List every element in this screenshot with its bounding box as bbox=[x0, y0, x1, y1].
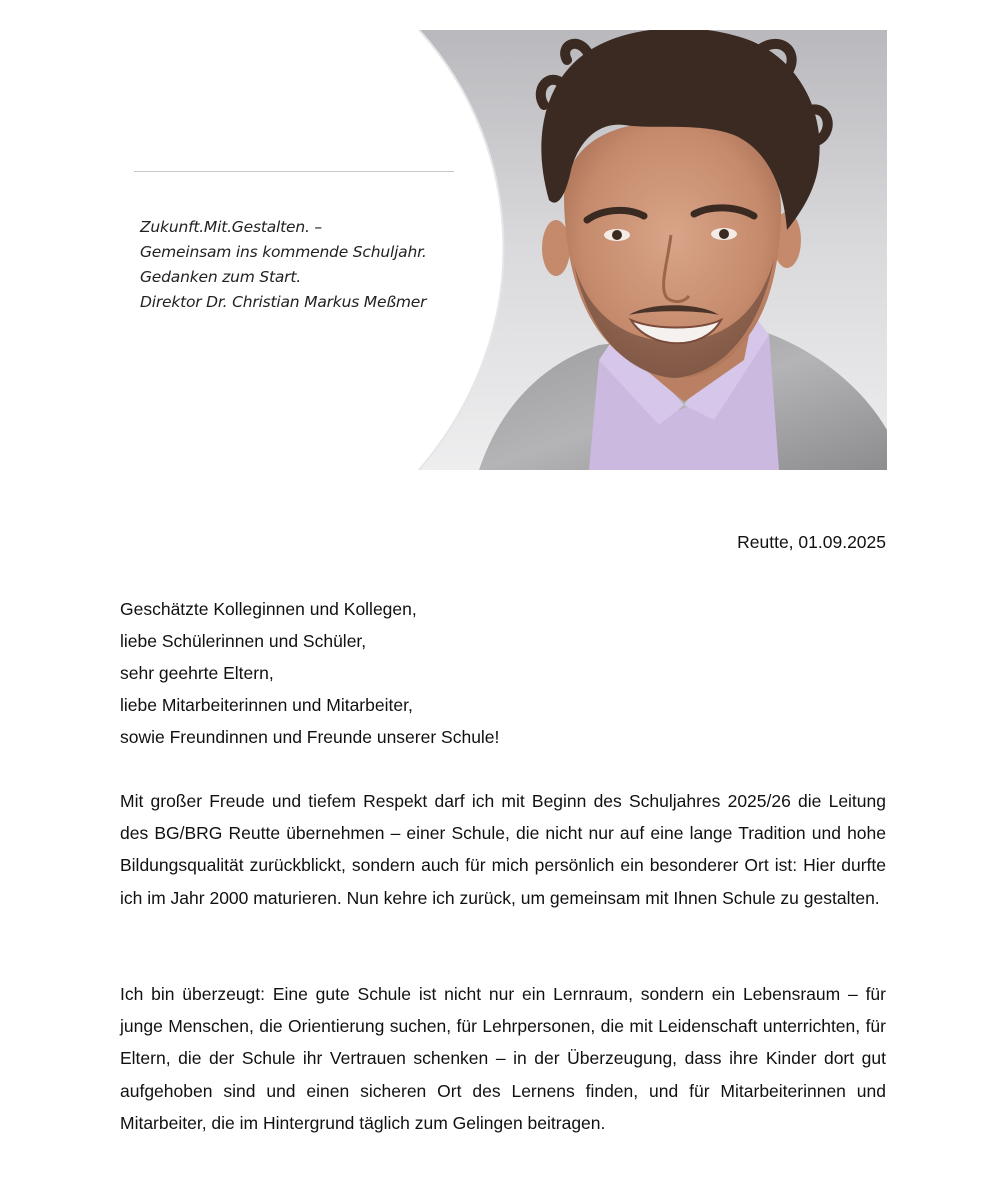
banner-line-2: Gemeinsam ins kommende Schuljahr. bbox=[140, 243, 427, 261]
salutation bbox=[120, 593, 499, 753]
banner-line-4: Direktor Dr. Christian Markus Meßmer bbox=[140, 293, 427, 311]
header-banner bbox=[119, 30, 887, 470]
banner-line-1: Zukunft.Mit.Gestalten. – bbox=[140, 218, 322, 236]
salutation-line: Geschätzte Kolleginnen und Kollegen, bbox=[120, 599, 417, 619]
salutation-line: liebe Mitarbeiterinnen und Mitarbeiter, bbox=[120, 695, 413, 715]
salutation-line: sehr geehrte Eltern, bbox=[120, 663, 274, 683]
banner-line-3: Gedanken zum Start. bbox=[140, 268, 301, 286]
banner-divider bbox=[134, 171, 454, 172]
body-paragraph-1: Mit großer Freude und tiefem Respekt darf ich mit Beginn des Schuljahres 2025/26 die Leitung des BG/BRG Reutte übernehmen – einer Schule, die nicht nur auf eine lange Tradition und hohe Bildungsqualität zurückblickt, sondern auch für mich persönlich ein besonderer Ort ist: Hier durfte ich im Jahr 2000 maturieren. Nun kehre ich zurück, um gemeinsam mit Ihnen Schule zu gestalten. bbox=[120, 791, 886, 908]
letter-date: Reutte, 01.09.2025 bbox=[737, 532, 886, 552]
body-paragraph-2: Ich bin überzeugt: Eine gute Schule ist nicht nur ein Lernraum, sondern ein Lebensraum – für junge Menschen, die Orientierung suchen, für Lehrpersonen, die mit Leidenschaft unterrichten, für Eltern, die der Schule ihr Vertrauen schenken – in der Überzeugung, dass ihre Kinder dort gut aufgehoben sind und einen sicheren Ort des Lernens finden, und für Mitarbeiterinnen und Mitarbeiter, die im Hintergrund täglich zum Gelingen beitragen. bbox=[120, 984, 886, 1133]
salutation-line: sowie Freundinnen und Freunde unserer Schule! bbox=[120, 727, 500, 747]
salutation-line: liebe Schülerinnen und Schüler, bbox=[120, 631, 367, 651]
banner-caption bbox=[140, 215, 427, 315]
